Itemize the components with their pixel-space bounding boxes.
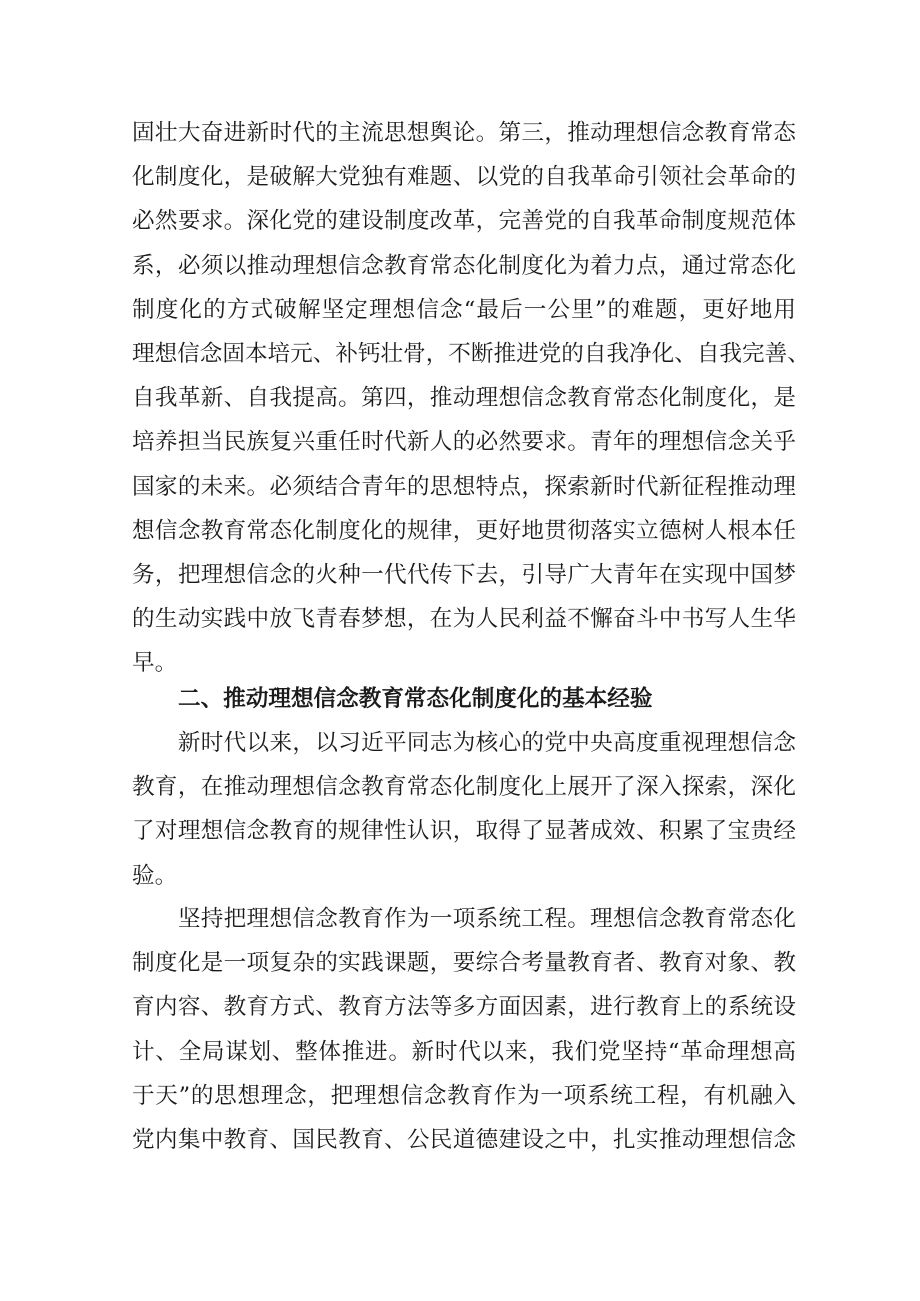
paragraph-line: 了对理想信念教育的规律性认识，取得了显著成效、积累了宝贵经 xyxy=(132,818,796,845)
paragraph-line: 想信念教育常态化制度化的规律，更好地贯彻落实立德树人根本任 xyxy=(132,517,796,544)
paragraph-line: 的生动实践中放飞青春梦想，在为人民利益不懈奋斗中书写人生华 xyxy=(132,606,796,633)
paragraph-line: 系，必须以推动理想信念教育常态化制度化为着力点，通过常态化 xyxy=(132,252,796,279)
paragraph-line: 坚持把理想信念教育作为一项系统工程。理想信念教育常态化 xyxy=(132,906,796,932)
paragraph-line: 党内集中教育、国民教育、公民道德建设之中，扎实推动理想信念 xyxy=(132,1126,796,1153)
paragraph-line: 化制度化，是破解大党独有难题、以党的自我革命引领社会革命的 xyxy=(132,164,796,191)
paragraph-line: 培养担当民族复兴重任时代新人的必然要求。青年的理想信念关乎 xyxy=(132,429,796,456)
paragraph-line: 教育，在推动理想信念教育常态化制度化上展开了深入探索，深化 xyxy=(132,774,796,801)
paragraph-line: 新时代以来，以习近平同志为核心的党中央高度重视理想信念 xyxy=(132,730,796,756)
paragraph-line: 理想信念固本培元、补钙壮骨，不断推进党的自我净化、自我完善、 xyxy=(132,340,810,367)
section-heading: 二、推动理想信念教育常态化制度化的基本经验 xyxy=(178,686,653,712)
paragraph-line: 制度化是一项复杂的实践课题，要综合考量教育者、教育对象、教 xyxy=(132,950,796,977)
paragraph-line: 务，把理想信念的火种一代代传下去，引导广大青年在实现中国梦 xyxy=(132,561,796,588)
paragraph-line: 于天”的思想理念，把理想信念教育作为一项系统工程，有机融入 xyxy=(132,1082,796,1109)
paragraph-line: 国家的未来。必须结合青年的思想特点，探索新时代新征程推动理 xyxy=(132,473,796,500)
paragraph-1 xyxy=(132,111,810,685)
paragraph-2 xyxy=(132,721,796,898)
paragraph-line: 计、全局谋划、整体推进。新时代以来，我们党坚持“革命理想高 xyxy=(132,1038,796,1065)
paragraph-line: 制度化的方式破解坚定理想信念“最后一公里”的难题，更好地用 xyxy=(132,296,796,323)
paragraph-line: 自我革新、自我提高。第四，推动理想信念教育常态化制度化，是 xyxy=(132,385,796,412)
paragraph-line: 早。 xyxy=(132,650,178,677)
paragraph-line: 必然要求。深化党的建设制度改革，完善党的自我革命制度规范体 xyxy=(132,208,796,235)
paragraph-3 xyxy=(132,897,796,1162)
paragraph-line: 验。 xyxy=(132,862,178,889)
paragraph-line: 固壮大奋进新时代的主流思想舆论。第三，推动理想信念教育常态 xyxy=(132,120,796,146)
paragraph-line: 育内容、教育方式、教育方法等多方面因素，进行教育上的系统设 xyxy=(132,994,796,1021)
